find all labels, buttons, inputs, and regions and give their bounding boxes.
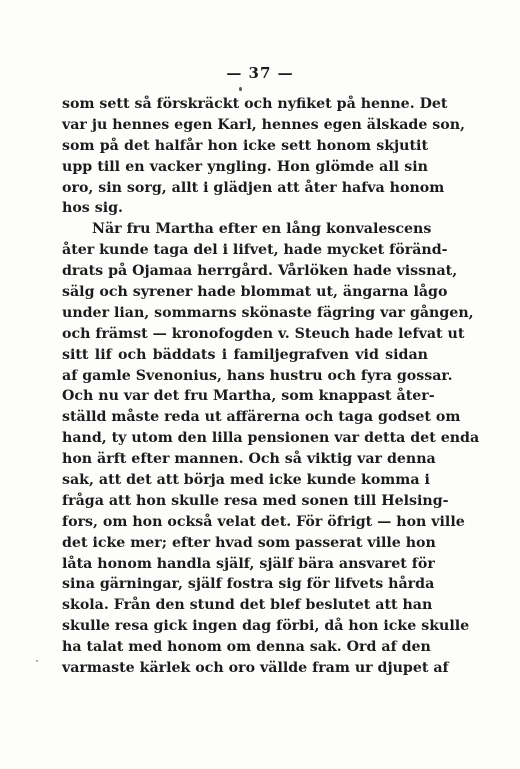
text-line: sitt lif och bäddats i familjegrafven vid sidan (62, 346, 428, 363)
text-line: åter kunde taga del i lifvet, hade mycket föränd- (62, 242, 448, 259)
text-line: När fru Martha efter en lång konvalescens (92, 221, 432, 238)
text-line: ha talat med honom om denna sak. Ord af den (62, 639, 431, 656)
text-line: skola. Från den stund det blef beslutet att han (62, 597, 433, 614)
text-line: hon ärft efter mannen. Och så viktig var denna (62, 451, 436, 468)
body-text (62, 94, 480, 679)
text-line: drats på Ojamaa herrgård. Vårlöken hade vissnat, (62, 263, 458, 280)
print-speck (239, 87, 242, 91)
text-line: sak, att det att börja med icke kunde komma i (62, 472, 430, 489)
text-line: hos sig. (62, 200, 123, 217)
text-line: under lian, sommarns skönaste fägring var gången, (62, 304, 474, 321)
text-line: som sett så förskräckt och nyfiket på henne. Det (62, 96, 448, 112)
text-line: hand, ty utom den lilla pensionen var detta det enda (62, 430, 480, 447)
text-line: varmaste kärlek och oro vällde fram ur djupet af (62, 660, 449, 677)
text-line: låta honom handla själf, själf bära ansvaret för (62, 555, 435, 572)
text-line: af gamle Svenonius, hans hustru och fyra gossar. (62, 367, 453, 384)
text-line: oro, sin sorg, allt i glädjen att åter hafva honom (62, 179, 445, 196)
text-line: var ju hennes egen Karl, hennes egen älskade son, (62, 116, 465, 133)
text-line: fors, om hon också velat det. För öfrigt — hon ville (62, 513, 465, 530)
text-line: upp till en vacker yngling. Hon glömde all sin (62, 158, 428, 175)
text-line: Och nu var det fru Martha, som knappast åter- (62, 388, 435, 405)
text-line: som på det halfår hon icke sett honom skjutit (62, 137, 428, 154)
text-line: fråga att hon skulle resa med sonen till Helsing- (62, 492, 449, 509)
text-line: sina gärningar, själf fostra sig för lifvets hårda (62, 576, 435, 593)
page-number: — 37 — (226, 64, 294, 82)
text-line: sälg och syrener hade blommat ut, ängarna lågo (62, 284, 448, 301)
text-line: ställd måste reda ut affärerna och taga godset om (62, 409, 461, 426)
text-line: skulle resa gick ingen dag förbi, då hon icke skulle (62, 618, 470, 635)
text-line: och främst — kronofogden v. Steuch hade lefvat ut (62, 325, 465, 342)
print-speck (36, 660, 38, 662)
text-line: det icke mer; efter hvad som passerat ville hon (62, 534, 436, 551)
